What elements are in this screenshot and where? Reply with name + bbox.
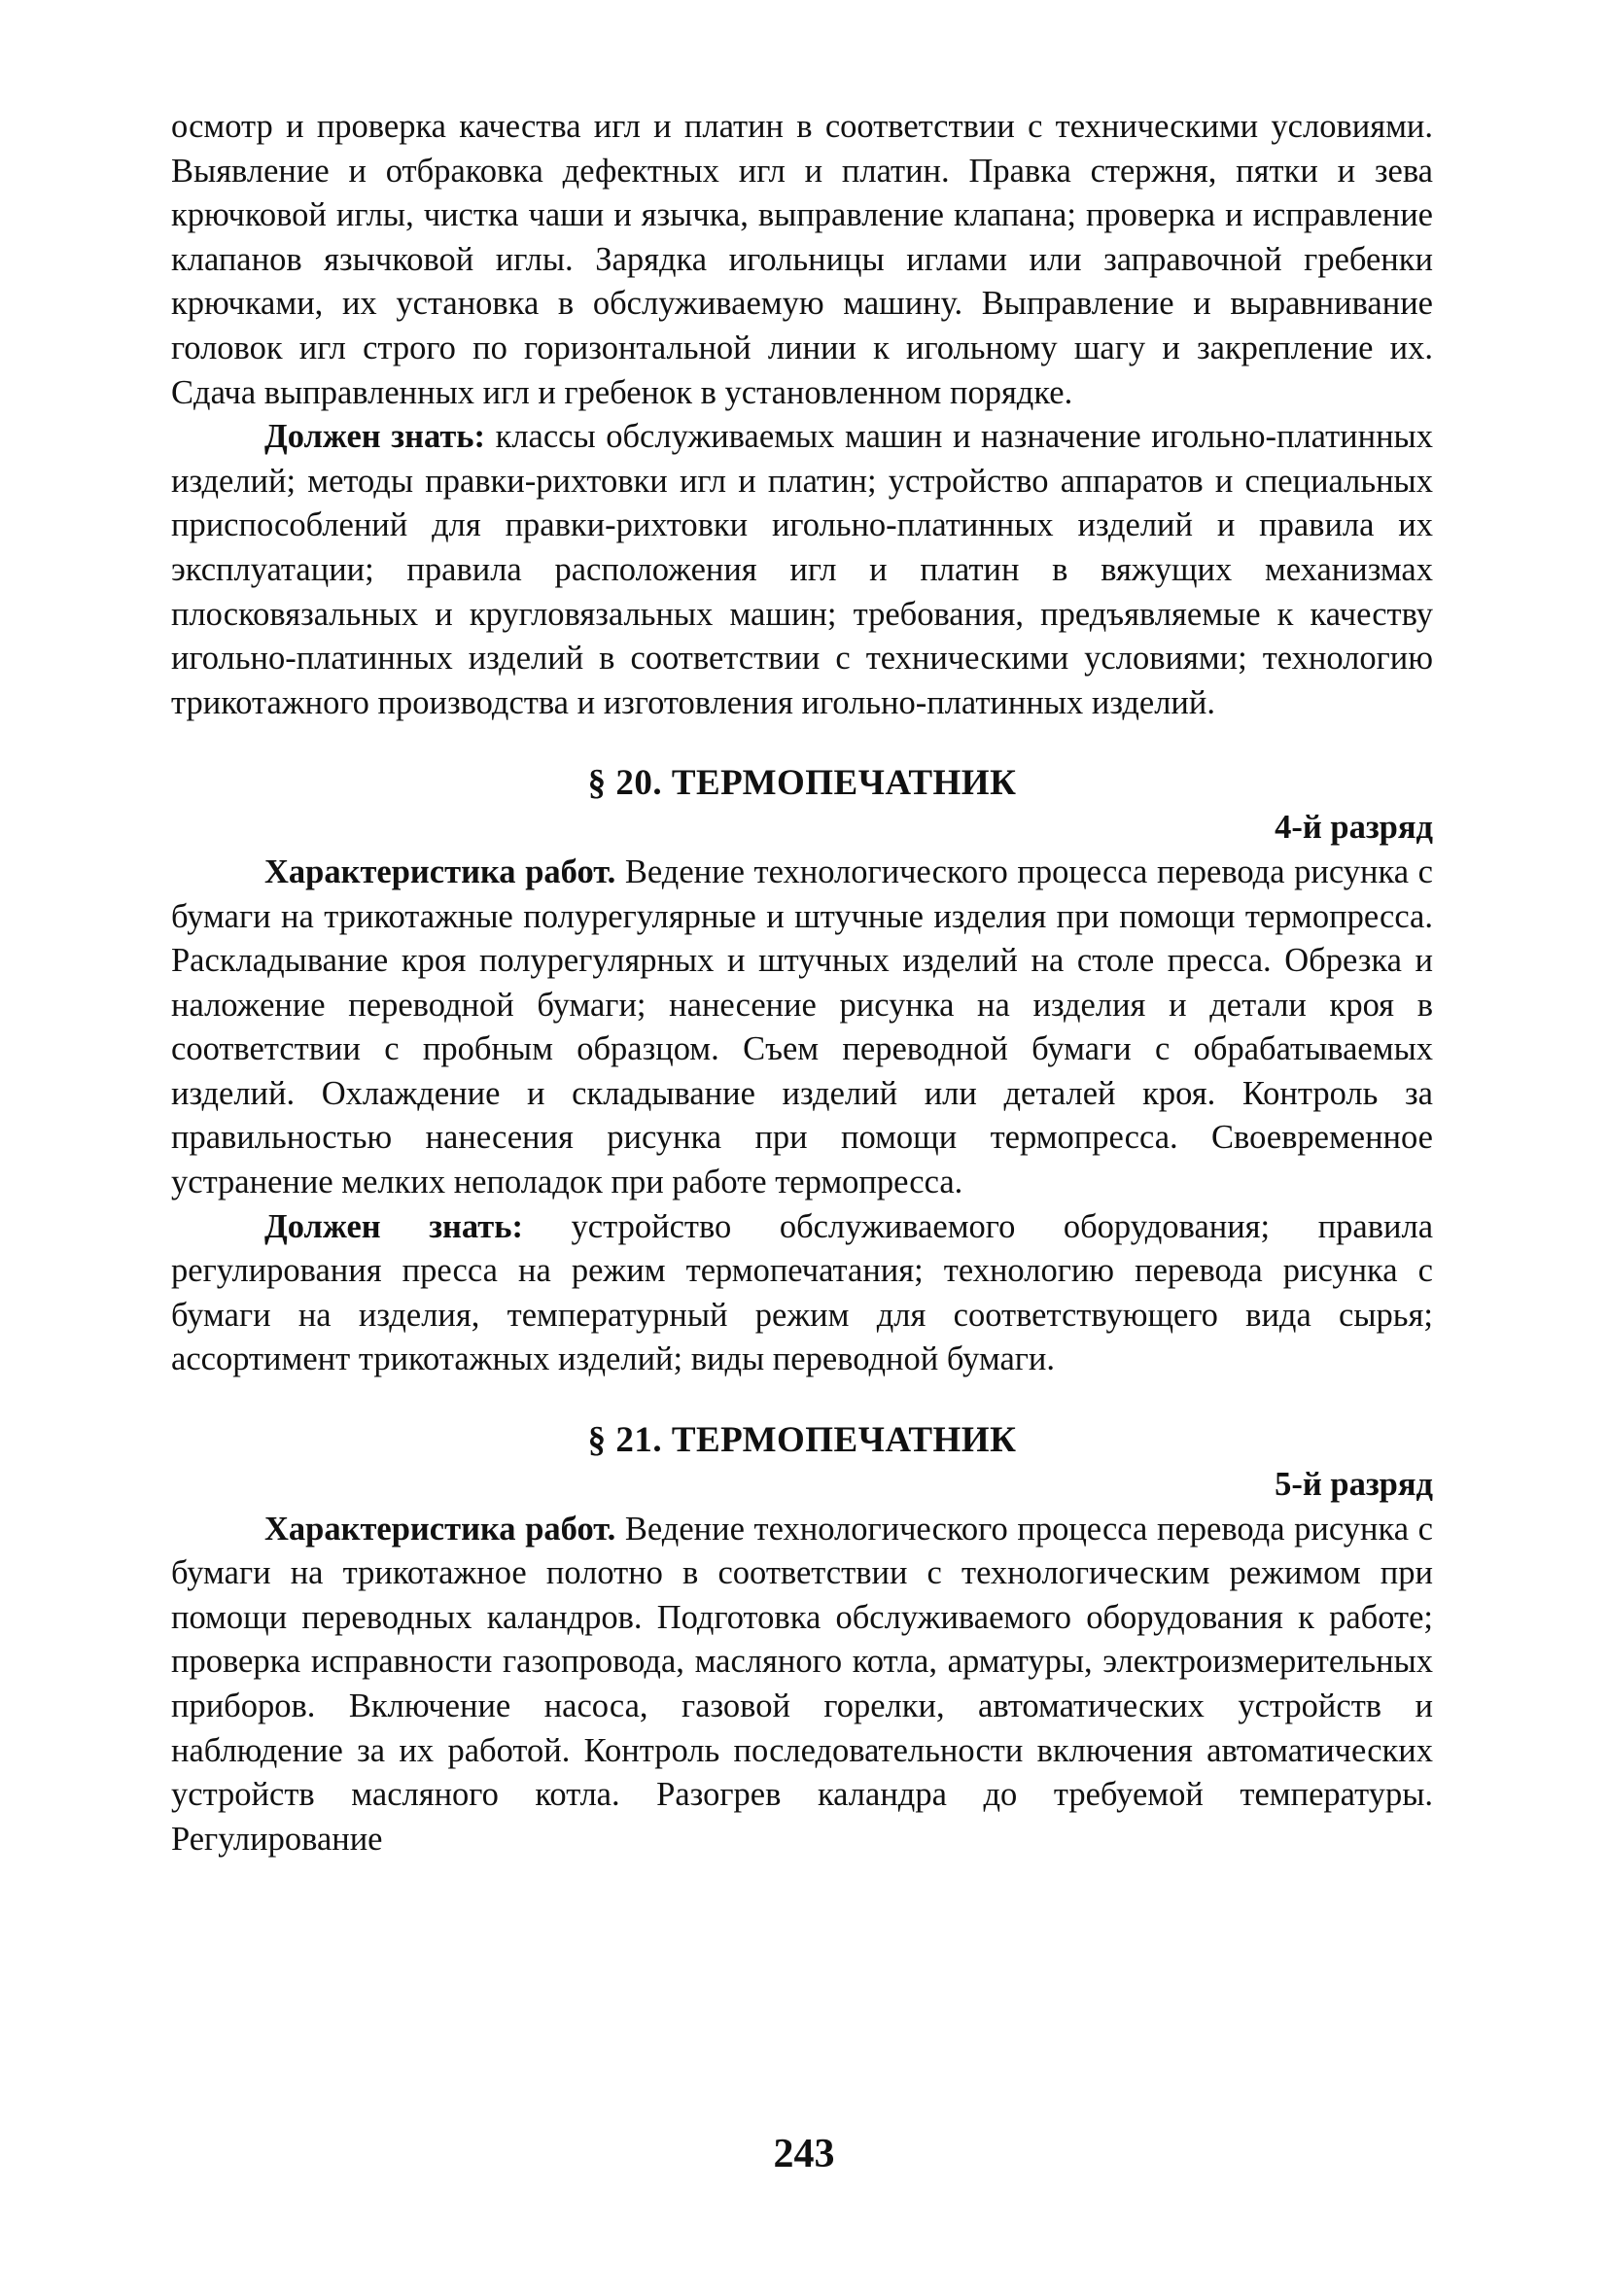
intro-paragraph: осмотр и проверка качества игл и платин в соответствии с техническими условиями. Выявление и отбраковка дефектных игл и платин. Правка стержня, пятки и зева крючковой иглы, чистка чаши и язычка, выправление клапана; проверка и исправление клапанов язычковой иглы. Зарядка игольницы иглами или заправочной гребенки крючками, их установка в обслуживаемую машину. Выправление и выравнивание головок игл строго по горизонтальной линии к игольному шагу и закрепление их. Сдача выправленных игл и гребенок в установленном порядке. — [171, 108, 1433, 411]
knowledge-text: устройство обслуживаемого оборудования; правила регулирования пресса на режим термопечатания; технологию перевода рисунка с бумаги на изделия, температурный режим для соответствующего вида сырья; ассортимент трикотажных изделий; виды переводной бумаги. — [171, 1207, 1434, 1378]
page-content — [171, 105, 1433, 1861]
work-label: Характеристика работ. — [264, 852, 616, 890]
work-characteristics-paragraph-20 — [171, 851, 1433, 1205]
knowledge-label: Должен знать: — [264, 1207, 523, 1245]
work-text: Ведение технологического процесса перевода рисунка с бумаги на трикотажное полотно в соответствии с технологическим режимом при помощи переводных каландров. Подготовка обслуживаемого оборудования к работе; проверка исправности газопровода, масляного котла, арматуры, электроизмерительных приборов. Включение насоса, газовой горелки, автоматических устройств и наблюдение за их работой. Контроль последовательности включения автоматических устройств масляного котла. Разогрев каландра до требуемой температуры. Регулирование — [171, 1510, 1433, 1858]
knowledge-paragraph-20 — [171, 1205, 1433, 1382]
section-heading-21: § 21. ТЕРМОПЕЧАТНИК — [587, 1420, 1017, 1461]
page-number: 243 — [773, 2132, 835, 2176]
section-grade-21: 5-й разряд — [1275, 1466, 1433, 1504]
section-grade-20: 4-й разряд — [1275, 809, 1433, 847]
knowledge-text: классы обслуживаемых машин и назначение игольно-платинных изделий; методы правки-рихтовки игл и платин; устройство аппаратов и специальных приспособлений для правки-рихтовки игольно-платинных изделий и правила их эксплуатации; правила расположения игл и платин в вяжущих механизмах плосковязальных и кругловязальных машин; требования, предъявляемые к качеству игольно-платинных изделий в соответствии с техническими условиями; технологию трикотажного производства и изготовления игольно-платинных изделий. — [171, 418, 1433, 721]
work-label: Характеристика работ. — [264, 1510, 616, 1548]
work-characteristics-paragraph-21 — [171, 1508, 1433, 1862]
intro-knowledge-paragraph — [171, 415, 1433, 725]
knowledge-label: Должен знать: — [264, 418, 485, 456]
section-heading-20: § 20. ТЕРМОПЕЧАТНИК — [587, 763, 1017, 804]
work-text: Ведение технологического процесса перевода рисунка с бумаги на трикотажные полурегулярные и штучные изделия при помощи термопресса. Раскладывание кроя полурегулярных и штучных изделий на столе пресса. Обрезка и наложение переводной бумаги; нанесение рисунка на изделия и детали кроя в соответствии с пробным образцом. Съем переводной бумаги с обрабатываемых изделий. Охлаждение и складывание изделий или деталей кроя. Контроль за правильностью нанесения рисунка при помощи термопресса. Своевременное устранение мелких неполадок при работе термопресса. — [171, 852, 1433, 1201]
